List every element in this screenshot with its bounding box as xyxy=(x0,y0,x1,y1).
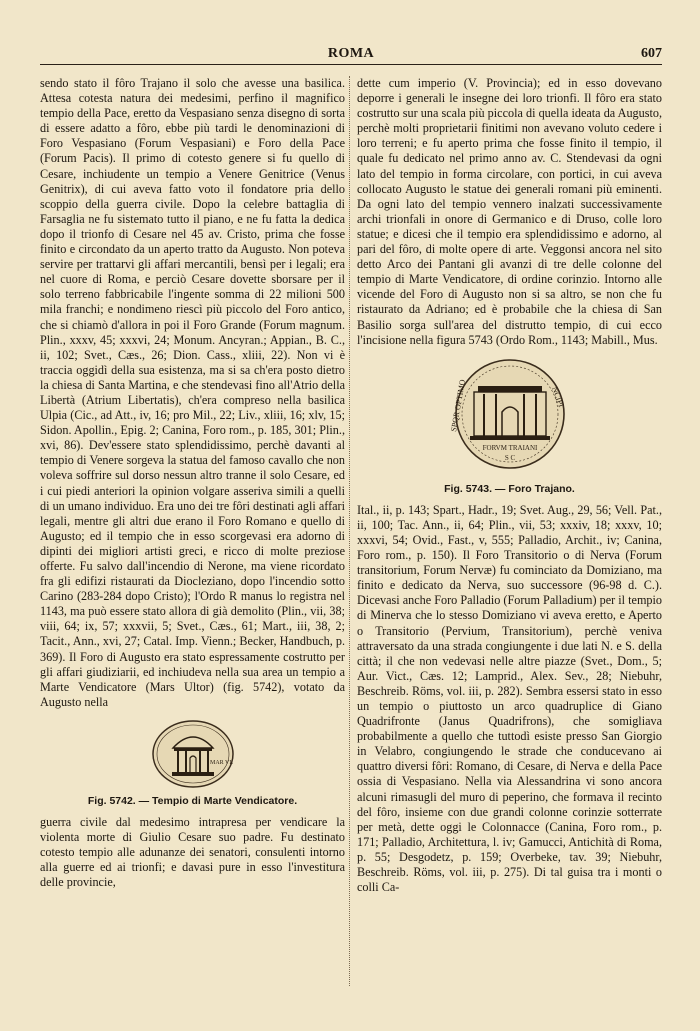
running-title: ROMA xyxy=(327,46,375,61)
coin-legend-right: NCIPI xyxy=(549,385,566,409)
forum-coin-illustration xyxy=(440,356,580,476)
right-paragraph: dette cum imperio (V. Provincia); ed in esso dovevano deporre i generali le insegne dei loro trionfi. Il fôro era stato costrutto sur una scala più piccola di quella ideata da Augusto, perchè molti proprietarii finitimi non avevano voluto cedere i loro terreni; e fu aperto prima che fosse finito il tempio, il quale fu dedicato nel primo anno av. C. Stendevasi da ogni lato del tempio in forma circolare, con portici, in cui aveva collocato Augusto le statue dei generali romani più eminenti. Da ogni lato del tempio vennero inalzati successivamente archi trionfali in onore di Germanico e di Druso, colle loro statue; e dicesi che il tempio era splendidissimo e adorno, al pari del fôro, di molte opere di arte. Veggonsi ancora nel sito detto Arco dei Pantani gli avanzi di tre delle colonne del tempio di Marte Vendicatore, di ordine corinzio. Intorno alle vicende del Foro di Augusto non si sa altro, se non che fu ristaurato da Adriano; ed è probabile che la chiesa di San Basilio sorga sull'area del distrutto tempio, di cui ecco l'incisione nella figura 5743 (Ordo Rom., 1143; Mabill., Mus. xyxy=(357,76,662,347)
left-column xyxy=(40,76,345,891)
figure-5742 xyxy=(40,718,345,809)
page-number: 607 xyxy=(641,46,662,61)
right-paragraph-after-figure: Ital., ii, p. 143; Spart., Hadr., 19; Svet. Aug., 29, 56; Vell. Pat., ii, 100; Tac. Ann., ii, 64; Plin., vii, 53; xxxiv, 18; xxxv, 10; xxxvi, 54; Ovid., Fast., v, 555; Palladio, Archit., iv; Canina, Foro rom., p. 150). Il Foro Transitorio o di Nerva (Forum transitorium, Forum Nervæ) fu cominciato da Domiziano, ma finito e dedicato da Nerva, suo successore (96-98 d. C.). Dicevasi anche Foro Palladio (Forum Palladium) per il tempio di Minerva che lo stesso Domiziano vi aveva eretto, e Aperto o Transitorio (Pervium, Transitorium), perchè veniva attraversato da una strada congiungente i due lati N. e S. della città; il che non vedevasi nelle altre piazze (Svet., Dom., 5; Aur. Vict., Cæs. 12; Lamprid., Alex. Sev., 28; Niebuhr, Beschreib. Röms, vol. iii, p. 282). Sembra essersi stato in esso un tempio o piuttosto un arco quadruplice di Giano Quadrifronte (Janus Quadrifrons), che somigliava probabilmente a quello che tuttodì esiste presso San Giorgio in Velabro, congiungendo le strade che conducevano ai quattro diversi fôri: Romano, di Cesare, di Nerva e della Pace ossia di Vespasiano. Nella via Alessandrina vi sono ancora alcuni rimasugli del muro di peperino, che formava il recinto del fôro, insieme con due grandi colonne corinzie sotterrate per metà, dette oggi le Colonnacce (Canina, Foro rom., p. 171; Palladio, Architettura, l. iv; Gamucci, Antichità di Roma, p. 55; Desgodetz, p. 159; Overbeke, tav. 39; Niebuhr, Beschreib. Röms, vol. iii, p. 275). Di tal guisa tra i monti o colli Ca- xyxy=(357,502,662,895)
figure-caption-5743: Fig. 5743. — Foro Trajano. xyxy=(444,482,575,495)
left-paragraph-after-figure: guerra civile dal medesimo intrapresa per vendicare la violenta morte di Giulio Cesare suo padre. Fu destinato cotesto tempio alle adunanze dei senatori, consulenti intorno alla guerre ed ai trionfi; e davasi pure in esso l'investitura delle provincie, xyxy=(40,815,345,890)
left-paragraph: sendo stato il fôro Trajano il solo che avesse una basilica. Attesa cotesta natura dei medesimi, perfino il magnifico tempio della Pace, eretto da Vespasiano senza disegno di sorta di essere adatto a fôro, ebbe più tardi le denominazioni di Foro Vespasiano (Forum Vespasiani) e Foro della Pace (Forum Pacis). Il primo di cotesto genere si fu quello di Cesare, inchiudente un tempio a Venere Genitrice (Venus Genitrix), di cui aveva fatto voto il fondatore pria dello scoppio della guerra civile. Dopo la celebre battaglia di Farsaglia ne fu sistemato tutto il piano, e ne fu fatta la dedica dopo il trionfo di Cesare nel 45 av. Cristo, prima che fosse finito e circondato da un aperto tratto da Augusto. Non poteva servire per trattarvi gli affari mercantili, bensì per i legali; era nel cuore di Roma, e perciò Cesare dovette sborsare per il solo terreno fabbricabile l'ingente somma di 22 milioni 500 mila franchi; e nondimeno riescì più piccolo del Foro antico, che si chiamò d'allora in poi il Foro Grande (Forum magnum. Plin., xxxv, 45; xxxvi, 24; Monum. Ancyran.; Appian., B. C., ii, 102; Svet., Cæs., 26; Dion. Cass., xliii, 22). Non vi è traccia oggidì della sua esistenza, ma si sa ch'era posto dietro la chiesa di Santa Martina, e che stendevasi fino all'Atrio della Libertà (Atrium Libertatis), ch'era compreso nella basilica Ulpia (Cic., ad Att., iv, 16; pro Mil., 22; Liv., xliii, 16; xlv, 15; Sidon. Apollin., Epig. 2; Canina, Foro rom., p. 185, 301; Plin., xvi, 86). Dev'essere stato splendidissimo, perchè davanti al tempio di Venere sorgeva la statua del famoso cavallo che non voleva soffrire sul dorso nessun altro tranne il solo Cesare, ed i cui piedi anteriori la opinion volgare asseriva simili a quelli di un umano individuo. Era uno dei tre fôri destinati agli affari legali, mentre gli altri due erano il Foro Romano e quello di Augusto; ed il tempio che in esso scorgevasi era adorno di dipinti dei migliori artisti greci, e ricco di molte preziose offerte. Fu salvo dall'incendio di Nerone, ma viene ricordato fra gli edifizi ristaurati da Diocleziano, dopo l'incendio sotto Carino (283-284 dopo Cristo); l'Ordo R manus lo registra nel 1143, ma può essere stato allora di già demolito (Plin., vii, 38; viii, 64; ix, 57; xxxvii, 5; Svet., Cæs., 61; Mart., iii, 38, 2; Tacit., Ann., xvi, 27; Catal. Imp. Vienn.; Becker, Handbuch, p. 369). Il Foro di Augusto era stato espressamente costrutto per gli affari giudiziarii, ed inchiudeva nella sua area un tempio a Marte Vendicatore (Mars Ultor) (fig. 5742), votato da Augusto nella xyxy=(40,76,345,709)
temple-coin-illustration xyxy=(138,718,248,788)
coin-legend: MAR VL xyxy=(209,759,233,766)
right-column xyxy=(357,76,662,895)
figure-caption-5742: Fig. 5742. — Tempio di Marte Vendicatore. xyxy=(87,794,298,807)
page-header xyxy=(40,44,662,65)
figure-5743 xyxy=(357,356,662,497)
coin-legend-bottom: FORVM TRAIANI xyxy=(482,443,537,452)
coin-legend-left: SPQR OPTIMO xyxy=(448,378,467,433)
coin-legend-sc: S C xyxy=(504,453,515,462)
column-separator xyxy=(349,76,350,986)
